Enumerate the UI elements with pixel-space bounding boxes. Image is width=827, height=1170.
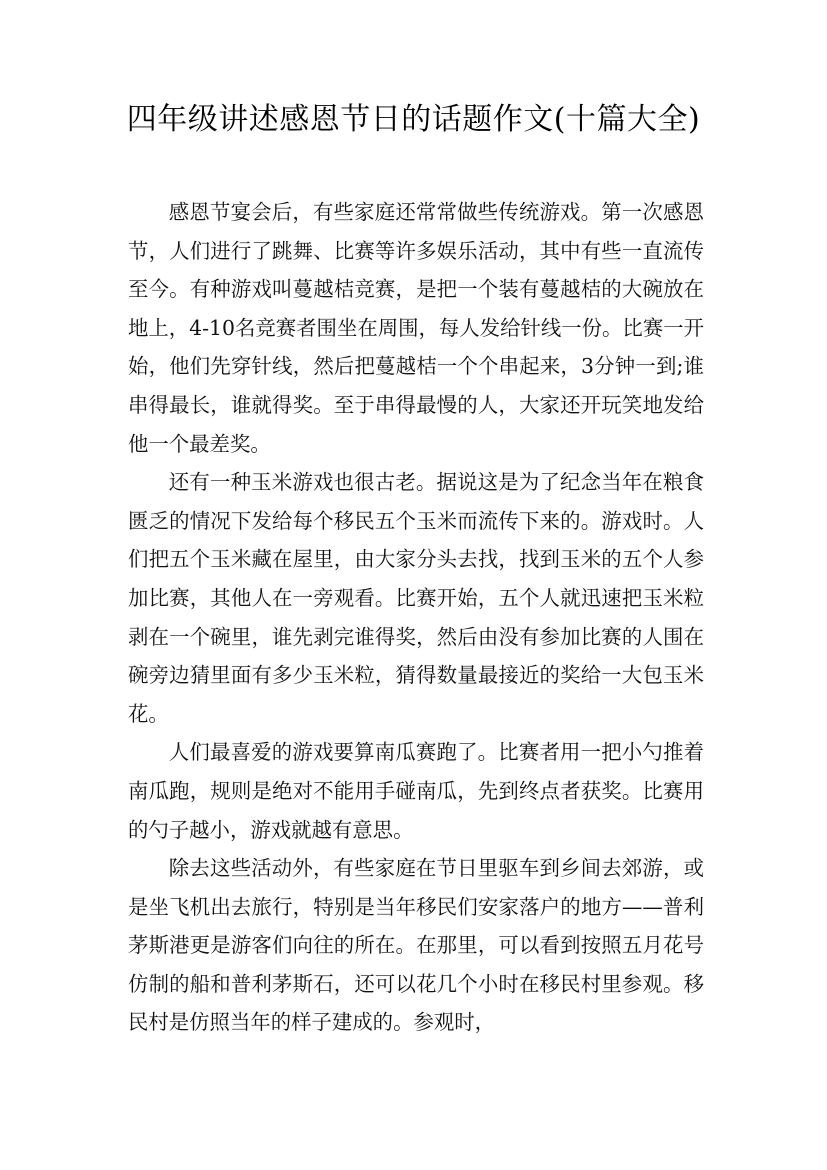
paragraph-3: 人们最喜爱的游戏要算南瓜赛跑了。比赛者用一把小勺推着南瓜跑，规则是绝对不能用手碰南瓜，先到终点者获奖。比赛用的勺子越小，游戏就越有意思。: [128, 740, 704, 842]
document-body: [128, 193, 704, 1042]
paragraph-2: 还有一种玉米游戏也很古老。据说这是为了纪念当年在粮食匮乏的情况下发给每个移民五个玉米而流传下来的。游戏时。人们把五个玉米藏在屋里，由大家分头去找，找到玉米的五个人参加比赛，其他人在一旁观看。比赛开始，五个人就迅速把玉米粒剥在一个碗里，谁先剥完谁得奖，然后由没有参加比赛的人围在碗旁边猜里面有多少玉米粒，猜得数量最接近的奖给一大包玉米花。: [128, 470, 704, 726]
paragraph-1: 感恩节宴会后，有些家庭还常常做些传统游戏。第一次感恩节，人们进行了跳舞、比赛等许多娱乐活动，其中有些一直流传至今。有种游戏叫蔓越桔竞赛，是把一个装有蔓越桔的大碗放在地上，4-10名竞赛者围坐在周围，每人发给针线一份。比赛一开始，他们先穿针线，然后把蔓越桔一个个串起来，3分钟一到;谁串得最长，谁就得奖。至于串得最慢的人，大家还开玩笑地发给他一个最差奖。: [128, 200, 704, 456]
paragraph-4: 除去这些活动外，有些家庭在节日里驱车到乡间去郊游，或是坐飞机出去旅行，特别是当年移民们安家落户的地方——普利茅斯港更是游客们向往的所在。在那里，可以看到按照五月花号仿制的船和普利茅斯石，还可以花几个小时在移民村里参观。移民村是仿照当年的样子建成的。参观时，: [128, 856, 704, 1035]
page-title: 四年级讲述感恩节日的话题作文(十篇大全): [126, 102, 701, 137]
